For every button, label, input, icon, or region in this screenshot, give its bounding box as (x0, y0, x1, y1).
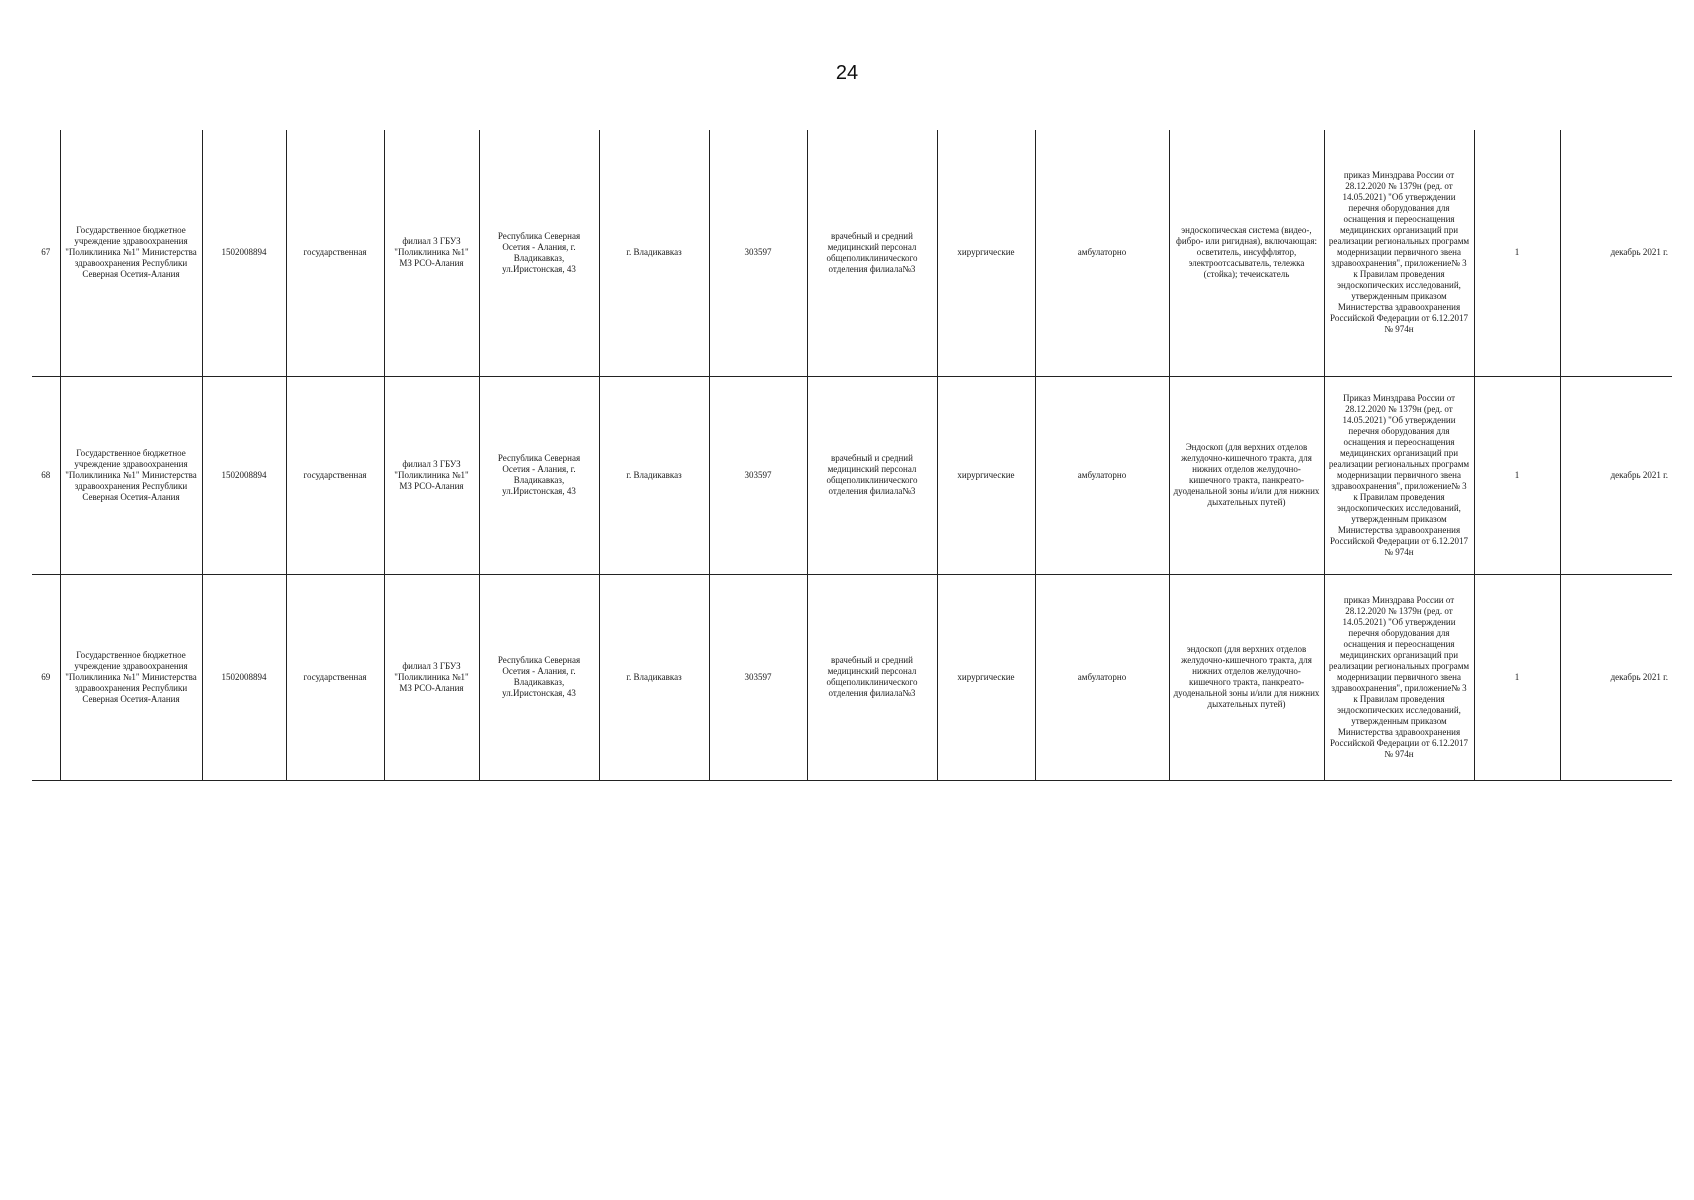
branch-name: филиал 3 ГБУЗ "Поликлиника №1" МЗ РСО-Алания (384, 130, 479, 376)
care-conditions: амбулаторно (1035, 130, 1169, 376)
institution-name: Государственное бюджетное учреждение здравоохранения "Поликлиника №1" Министерства здравоохранения Республики Северная Осетия-Алания (60, 376, 202, 574)
oktmo-code: 303597 (709, 130, 807, 376)
oktmo-code: 303597 (709, 574, 807, 780)
inn-code: 1502008894 (202, 130, 286, 376)
oktmo-code: 303597 (709, 376, 807, 574)
medical-staff: врачебный и средний медицинский персонал общеполиклинического отделения филиала№3 (807, 376, 937, 574)
address: Республика Северная Осетия - Алания, г. Владикавказ, ул.Иристонская, 43 (479, 130, 599, 376)
address: Республика Северная Осетия - Алания, г. Владикавказ, ул.Иристонская, 43 (479, 376, 599, 574)
medical-staff: врачебный и средний медицинский персонал общеполиклинического отделения филиала№3 (807, 574, 937, 780)
row-number: 69 (32, 574, 60, 780)
table-row (32, 574, 1672, 780)
legal-basis: приказ Минздрава России от 28.12.2020 № 1379н (ред. от 14.05.2021) "Об утверждении перечня оборудования для оснащения и переоснащения медицинских организаций при реализации региональных программ модернизации первичного звена здравоохранения", приложение№ 3 к Правилам проведения эндоскопических исследований, утвержденным приказом Министерства здравоохранения Российской Федерации от 6.12.2017 № 974н (1324, 574, 1474, 780)
inn-code: 1502008894 (202, 574, 286, 780)
row-number: 68 (32, 376, 60, 574)
quantity: 1 (1474, 130, 1560, 376)
table-row (32, 130, 1672, 376)
branch-name: филиал 3 ГБУЗ "Поликлиника №1" МЗ РСО-Алания (384, 376, 479, 574)
care-conditions: амбулаторно (1035, 574, 1169, 780)
care-profile: хирургические (937, 376, 1035, 574)
delivery-date: декабрь 2021 г. (1560, 376, 1672, 574)
quantity: 1 (1474, 376, 1560, 574)
legal-basis: Приказ Минздрава России от 28.12.2020 № 1379н (ред. от 14.05.2021) "Об утверждении перечня оборудования для оснащения и переоснащения медицинских организаций при реализации региональных программ модернизации первичного звена здравоохранения", приложение№ 3 к Правилам проведения эндоскопических исследований, утвержденным приказом Министерства здравоохранения Российской Федерации от 6.12.2017 № 974н (1324, 376, 1474, 574)
delivery-date: декабрь 2021 г. (1560, 130, 1672, 376)
institution-name: Государственное бюджетное учреждение здравоохранения "Поликлиника №1" Министерства здравоохранения Республики Северная Осетия-Алания (60, 574, 202, 780)
ownership-form: государственная (286, 376, 384, 574)
row-number: 67 (32, 130, 60, 376)
equipment-name: эндоскоп (для верхних отделов желудочно-кишечного тракта, для нижних отделов желудочно-кишечного тракта, панкреато-дуоденальной зоны и/или для нижних дыхательных путей) (1169, 574, 1324, 780)
ownership-form: государственная (286, 574, 384, 780)
address: Республика Северная Осетия - Алания, г. Владикавказ, ул.Иристонская, 43 (479, 574, 599, 780)
page-number: 24 (835, 62, 859, 84)
equipment-name: Эндоскоп (для верхних отделов желудочно-кишечного тракта, для нижних отделов желудочно-кишечного тракта, панкреато-дуоденальной зоны и/или для нижних дыхательных путей) (1169, 376, 1324, 574)
legal-basis: приказ Минздрава России от 28.12.2020 № 1379н (ред. от 14.05.2021) "Об утверждении перечня оборудования для оснащения и переоснащения медицинских организаций при реализации региональных программ модернизации первичного звена здравоохранения", приложение№ 3 к Правилам проведения эндоскопических исследований, утвержденным приказом Министерства здравоохранения Российской Федерации от 6.12.2017 № 974н (1324, 130, 1474, 376)
branch-name: филиал 3 ГБУЗ "Поликлиника №1" МЗ РСО-Алания (384, 574, 479, 780)
city: г. Владикавказ (599, 376, 709, 574)
table-row (32, 376, 1672, 574)
city: г. Владикавказ (599, 574, 709, 780)
equipment-name: эндоскопическая система (видео-, фибро- или ригидная), включающая: осветитель, инсуффлятор, электроотсасыватель, тележка (стойка); течеискатель (1169, 130, 1324, 376)
care-conditions: амбулаторно (1035, 376, 1169, 574)
medical-staff: врачебный и средний медицинский персонал общеполиклинического отделения филиала№3 (807, 130, 937, 376)
care-profile: хирургические (937, 130, 1035, 376)
delivery-date: декабрь 2021 г. (1560, 574, 1672, 780)
city: г. Владикавказ (599, 130, 709, 376)
inn-code: 1502008894 (202, 376, 286, 574)
ownership-form: государственная (286, 130, 384, 376)
equipment-register-table (32, 130, 1672, 781)
quantity: 1 (1474, 574, 1560, 780)
institution-name: Государственное бюджетное учреждение здравоохранения "Поликлиника №1" Министерства здравоохранения Республики Северная Осетия-Алания (60, 130, 202, 376)
care-profile: хирургические (937, 574, 1035, 780)
